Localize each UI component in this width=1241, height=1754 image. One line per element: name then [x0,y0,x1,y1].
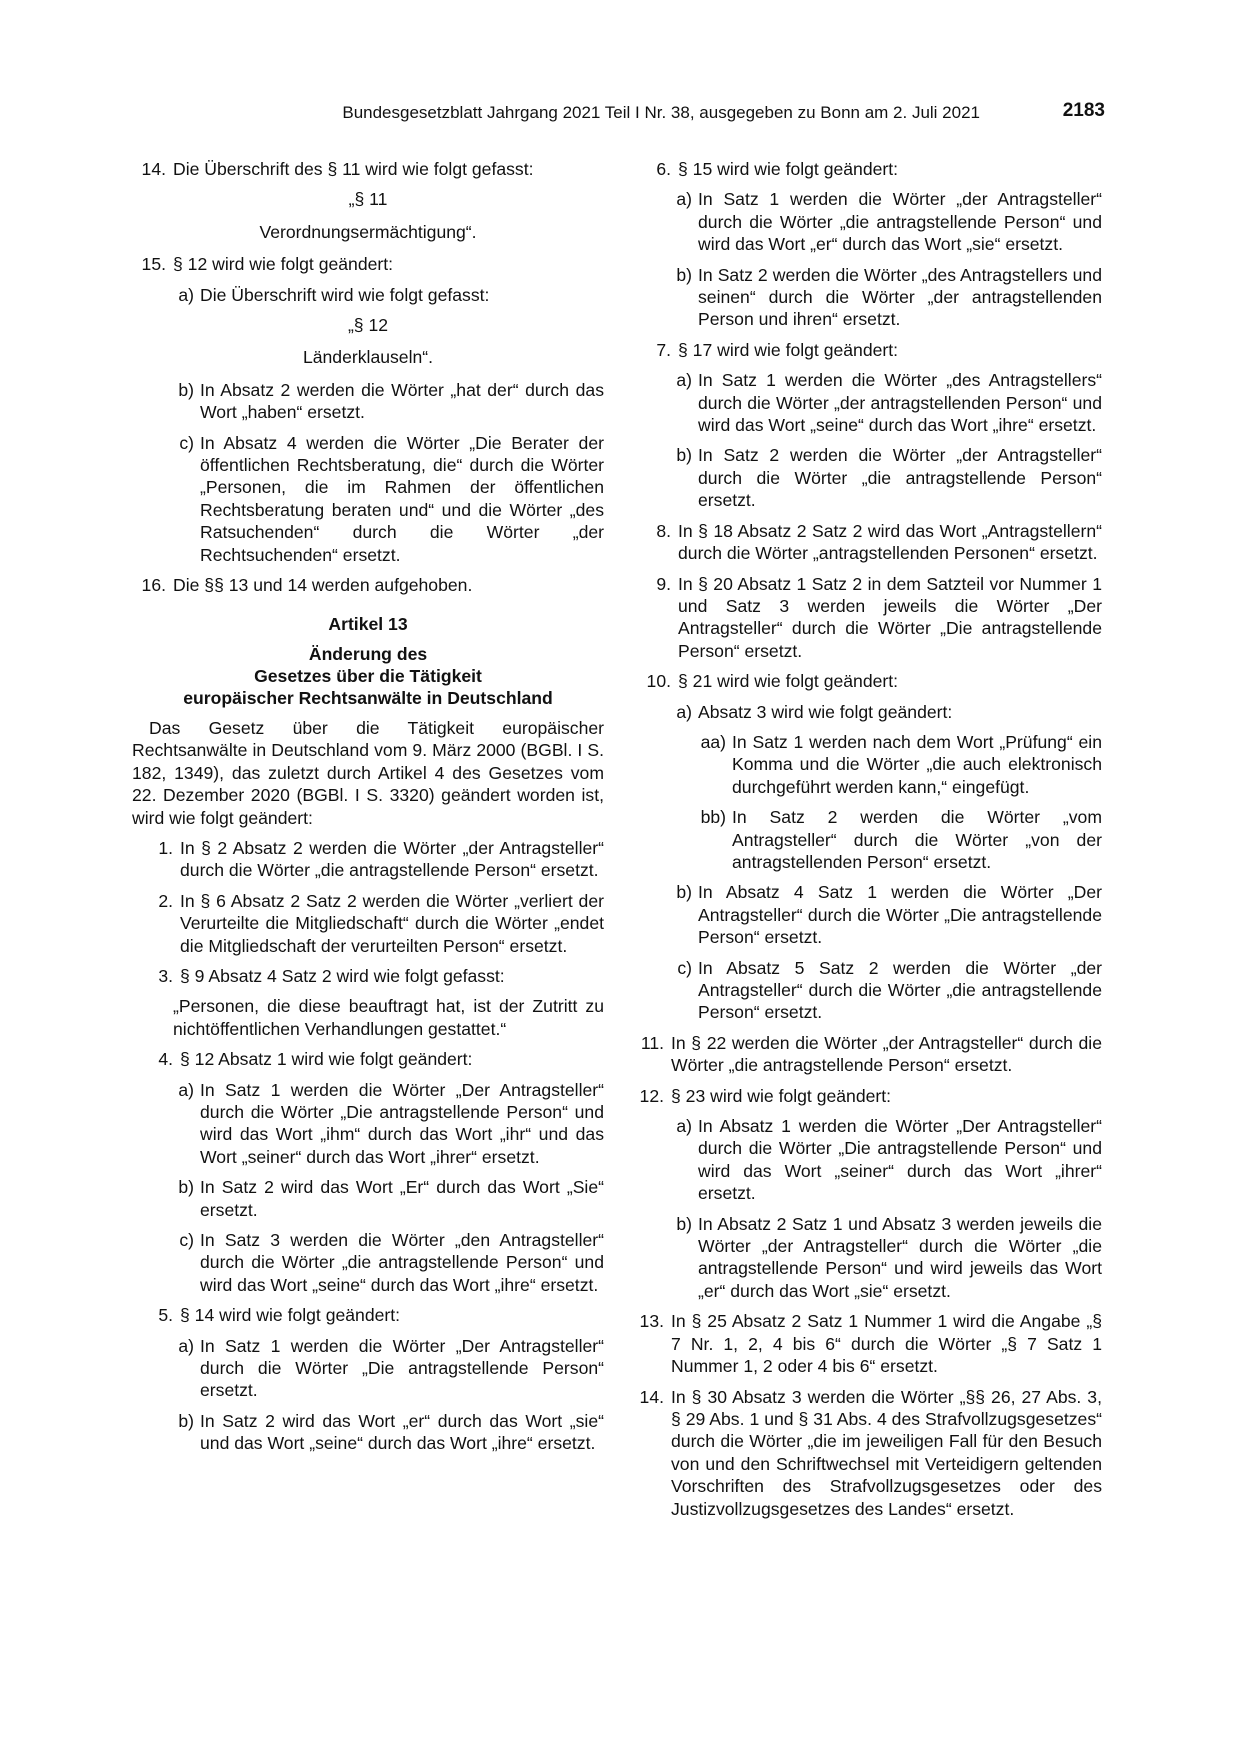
quoted-paragraph-title: Verordnungsermächtigung“. [259,221,477,242]
header-text: Bundesgesetzblatt Jahrgang 2021 Teil I Nr. 38, ausgegeben zu Bonn am 2. Juli 2021 [342,103,980,122]
list-item: 3. § 9 Absatz 4 Satz 2 wird wie folgt gefasst: [158,965,505,986]
list-item: 11. In § 22 werden die Wörter „der Antragsteller“ durch die Wörter „die antragstellende Person“ ersetzt. [640,1032,1102,1076]
list-item: 6. § 15 wird wie folgt geändert: [656,159,899,179]
sub-item: a) In Satz 1 werden die Wörter „der Antragsteller“ durch die Wörter „die antragstellende Person“ und wird das Wort „er“ durch das Wort „sie“ ersetzt. [676,189,1102,255]
sub-item: a) In Satz 1 werden die Wörter „des Antragstellers“ durch die Wörter „der antragstellenden Person“ und wird das Wort „seine“ durch das Wort „ihre“ ersetzt. [676,370,1102,436]
article-intro: Das Gesetz über die Tätigkeit europäischer Rechtsanwälte in Deutschland vom 9. März 2000 (BGBl. I S. 182, 1349), das zuletzt durch Artikel 4 des Gesetzes vom 22. Dezember 2020 (BGBl. I S. 3320) geändert worden ist, wird wie folgt geändert: [132,717,604,828]
list-item: 4. § 12 Absatz 1 wird wie folgt geändert: [158,1049,473,1070]
list-item: 15. § 12 wird wie folgt geändert: [141,254,394,275]
list-item: 7. § 17 wird wie folgt geändert: [656,339,899,360]
sub-item: a) In Absatz 1 werden die Wörter „Der Antragsteller“ durch die Wörter „Die antragstellende Person“ und wird das Wort „seiner“ durch das Wort „ihrer“ ersetzt. [676,1116,1102,1204]
sub-sub-item: bb) In Satz 2 werden die Wörter „vom Antragsteller“ durch die Wörter „von der antragstellenden Person“ ersetzt. [700,807,1102,872]
sub-item: a) In Satz 1 werden die Wörter „Der Antragsteller“ durch die Wörter „Die antragstellende Person“ ersetzt. [178,1335,604,1401]
list-item: 5. § 14 wird wie folgt geändert: [158,1305,401,1326]
sub-item: a) Absatz 3 wird wie folgt geändert: [676,701,953,722]
sub-item: b) In Satz 2 wird das Wort „er“ durch das Wort „sie“ und das Wort „seine“ durch das Wort „ihre“ ersetzt. [178,1410,604,1454]
sub-item: a) In Satz 1 werden die Wörter „Der Antragsteller“ durch die Wörter „Die antragstellende Person“ und wird das Wort „ihm“ durch das Wort „ihr“ und das Wort „seiner“ durch das Wort „ihrer“ ersetzt. [178,1079,604,1167]
list-item: 12. § 23 wird wie folgt geändert: [639,1085,892,1106]
list-item: 14. Die Überschrift des § 11 wird wie folgt gefasst: [141,159,534,179]
sub-item: c) In Absatz 4 werden die Wörter „Die Berater der öffentlichen Rechtsberatung, die“ durch die Wörter „Personen, die im Rahmen der öffentlichen Rechtsberatung beraten und“ und die Wörter „des Ratsuchenden“ durch die Wörter „der Rechtsuchenden“ ersetzt. [179,432,604,565]
page-header [130,100,1105,126]
list-item: 8. In § 18 Absatz 2 Satz 2 wird das Wort „Antragstellern“ durch die Wörter „antragstellenden Personen“ ersetzt. [656,520,1102,564]
page-number: 2183 [1062,100,1105,121]
list-item: 10. § 21 wird wie folgt geändert: [646,671,899,692]
list-item: 14. In § 30 Absatz 3 werden die Wörter „§§ 26, 27 Abs. 3, § 29 Abs. 1 und § 31 Abs. 4 des Strafvollzugsgesetzes“ durch die Wörter „die im jeweiligen Fall für den Besuch von und den Schriftwechsel mit Verteidigern geltenden Vorschriften des Strafvollzugsgesetzes oder des Justizvollzugsgesetzes des Landes“ ersetzt. [639,1386,1102,1519]
list-item: 16. Die §§ 13 und 14 werden aufgehoben. [141,575,473,596]
article-heading: Änderung des Gesetzes über die Tätigkeit europäischer Rechtsanwälte in Deutschland [183,643,553,708]
article-title: Artikel 13 [328,613,408,634]
sub-item: c) In Satz 3 werden die Wörter „den Antragsteller“ durch die Wörter „die antragstellende Person“ und wird das Wort „seine“ durch das Wort „ihre“ ersetzt. [179,1230,604,1295]
quoted-paragraph-title: Länderklauseln“. [302,347,434,368]
list-item: 13. In § 25 Absatz 2 Satz 1 Nummer 1 wird die Angabe „§ 7 Nr. 1, 2, 4 bis 6“ durch die Wörter „§ 7 Satz 1 Nummer 1, 2 oder 4 bis 6“ ersetzt. [639,1311,1102,1377]
left-column [132,158,604,1463]
sub-item: b) In Absatz 4 Satz 1 werden die Wörter „Der Antragsteller“ durch die Wörter „Die antragstellende Person“ ersetzt. [676,882,1102,948]
sub-sub-item: aa) In Satz 1 werden nach dem Wort „Prüfung“ ein Komma und die Wörter „die auch elektronisch durchgeführt werden kann,“ eingefügt. [700,731,1102,797]
quoted-paragraph-number: „§ 11 [348,189,388,210]
sub-item: b) In Satz 2 wird das Wort „Er“ durch das Wort „Sie“ ersetzt. [178,1177,604,1220]
sub-item: b) In Satz 2 werden die Wörter „der Antragsteller“ durch die Wörter „die antragstellende Person“ ersetzt. [676,445,1102,511]
list-item: 1. In § 2 Absatz 2 werden die Wörter „der Antragsteller“ durch die Wörter „die antragstellende Person“ ersetzt. [158,837,604,881]
list-item: 2. In § 6 Absatz 2 Satz 2 werden die Wörter „verliert der Verurteilte die Mitgliedschaft“ durch die Wörter „endet die Mitgliedschaft der verurteilten Person“ ersetzt. [158,890,604,956]
sub-item: b) In Absatz 2 Satz 1 und Absatz 3 werden jeweils die Wörter „der Antragsteller“ durch die Wörter „die antragstellende Person“ und wird jeweils das Wort „er“ durch das Wort „sie“ ersetzt. [676,1213,1102,1301]
right-column [630,158,1102,1528]
sub-item: c) In Absatz 5 Satz 2 werden die Wörter „der Antragsteller“ durch die Wörter „die antragstellende Person“ ersetzt. [677,957,1102,1023]
sub-item: a) Die Überschrift wird wie folgt gefasst: [178,284,490,305]
sub-item: b) In Satz 2 werden die Wörter „des Antragstellers und seinen“ durch die Wörter „der antragstellenden Person und ihren“ ersetzt. [676,264,1102,330]
list-item: 9. In § 20 Absatz 1 Satz 2 in dem Satzteil vor Nummer 1 und Satz 3 werden jeweils die Wörter „Der Antragsteller“ durch die Wörter „Die antragstellende Person“ ersetzt. [656,573,1102,661]
quoted-text: „Personen, die diese beauftragt hat, ist der Zutritt zu nichtöffentlichen Verhandlungen gestattet.“ [173,996,604,1039]
sub-item: b) In Absatz 2 werden die Wörter „hat der“ durch das Wort „haben“ ersetzt. [178,379,604,423]
quoted-paragraph-number: „§ 12 [347,315,389,336]
